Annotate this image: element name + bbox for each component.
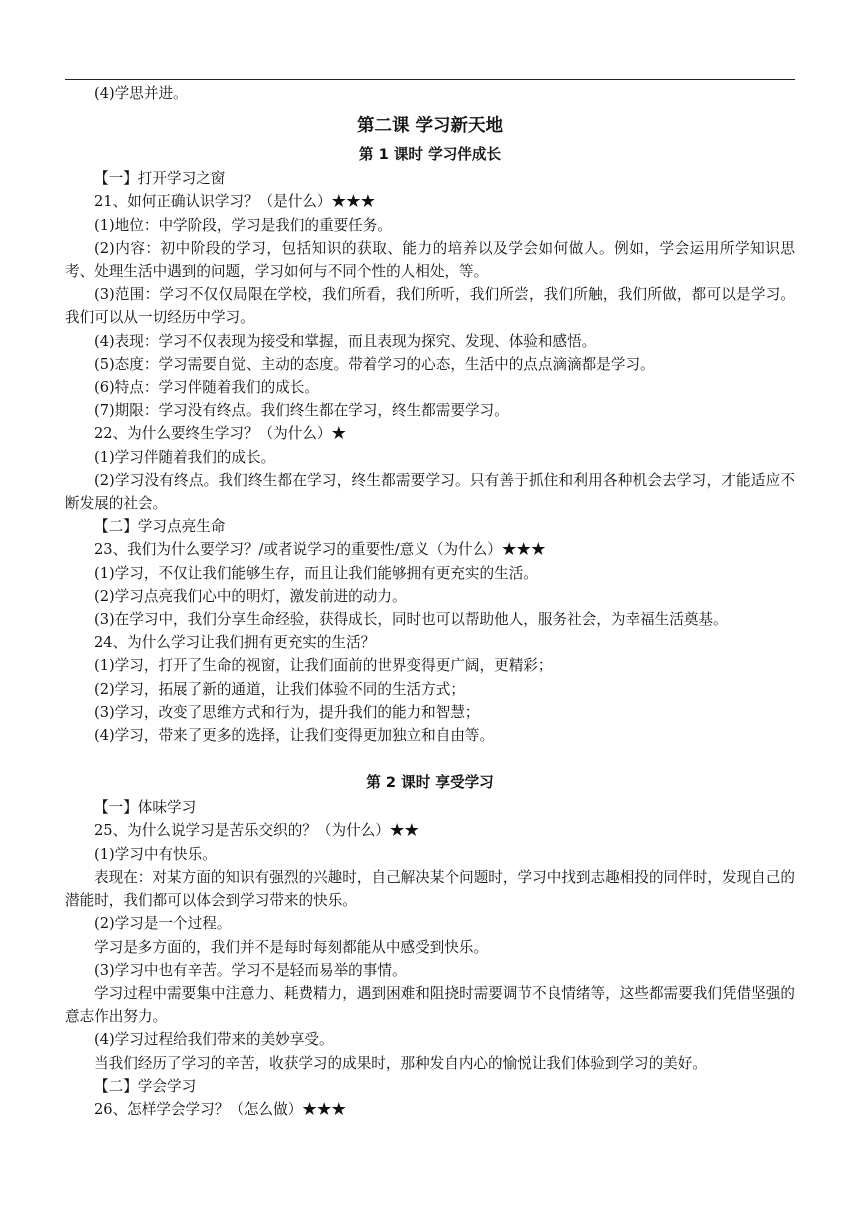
spacer bbox=[65, 747, 795, 773]
answer-paragraph: 学习是多方面的，我们并不是每时每刻都能从中感受到快乐。 bbox=[94, 938, 489, 956]
answer-item: (4)学习，带来了更多的选择，让我们变得更加独立和自由等。 bbox=[94, 727, 495, 745]
answer-item: (3)学习中也有辛苦。学习不是轻而易举的事情。 bbox=[94, 961, 407, 979]
question-22: 22、为什么要终生学习？（为什么）★ bbox=[94, 425, 347, 443]
answer-paragraph: 表现在：对某方面的知识有强烈的兴趣时，自己解决某个问题时，学习中找到志趣相投的同伴时，发现自己的潜能时，我们都可以体会到学习带来的快乐。 bbox=[65, 868, 795, 910]
question-25: 25、为什么说学习是苦乐交织的？（为什么）★★ bbox=[94, 822, 420, 840]
section-heading: 【一】打开学习之窗 bbox=[94, 170, 226, 188]
answer-item: (1)地位：中学阶段，学习是我们的重要任务。 bbox=[94, 216, 392, 234]
answer-item: (1)学习，不仅让我们能够生存，而且让我们能够拥有更充实的生活。 bbox=[94, 564, 538, 582]
answer-item: (3)在学习中，我们分享生命经验，获得成长，同时也可以帮助他人，服务社会，为幸福生活奠基。 bbox=[94, 611, 728, 629]
answer-item: (4)学习过程给我们带来的美妙享受。 bbox=[94, 1031, 334, 1049]
answer-paragraph: 学习过程中需要集中注意力、耗费精力，遇到困难和阻挠时需要调节不良情绪等，这些都需要我们凭借坚强的意志作出努力。 bbox=[65, 984, 795, 1026]
answer-item: (1)学习中有快乐。 bbox=[94, 845, 217, 863]
answer-item: (2)学习，拓展了新的通道，让我们体验不同的生活方式； bbox=[94, 680, 465, 698]
lesson-title: 第二课 学习新天地 bbox=[356, 116, 504, 137]
header-rule bbox=[65, 79, 795, 80]
answer-item: (2)内容：初中阶段的学习，包括知识的获取、能力的培养以及学会如何做人。例如，学会运用所学知识思考、处理生活中遇到的问题，学习如何与不同个性的人相处，等。 bbox=[65, 239, 795, 281]
answer-item: (2)学习点亮我们心中的明灯，激发前进的动力。 bbox=[94, 587, 407, 605]
answer-item: (3)学习，改变了思维方式和行为，提升我们的能力和智慧； bbox=[94, 703, 480, 721]
section-heading: 【二】学会学习 bbox=[94, 1077, 197, 1095]
section-heading: 【二】学习点亮生命 bbox=[94, 518, 226, 536]
section-heading: 【一】体味学习 bbox=[94, 799, 197, 817]
question-24: 24、为什么学习让我们拥有更充实的生活？ bbox=[94, 634, 376, 652]
question-23: 23、我们为什么要学习？/或者说学习的重要性/意义（为什么）★★★ bbox=[94, 541, 546, 559]
question-21: 21、如何正确认识学习？（是什么）★★★ bbox=[94, 193, 376, 211]
answer-item: (3)范围：学习不仅仅局限在学校，我们所看，我们所听，我们所尝，我们所触，我们所做，都可以是学习。我们可以从一切经历中学习。 bbox=[65, 286, 795, 327]
answer-item: (2)学习是一个过程。 bbox=[94, 915, 232, 933]
top-line: (4)学思并进。 bbox=[94, 85, 188, 102]
period2-title: 第 2 课时 享受学习 bbox=[366, 774, 494, 792]
answer-item: (1)学习，打开了生命的视窗，让我们面前的世界变得更广阔，更精彩； bbox=[94, 657, 553, 675]
document-page bbox=[65, 82, 795, 1121]
answer-item: (4)表现：学习不仅表现为接受和掌握，而且表现为探究、发现、体验和感悟。 bbox=[94, 332, 597, 350]
answer-item: (5)态度：学习需要自觉、主动的态度。带着学习的心态，生活中的点点滴滴都是学习。 bbox=[94, 355, 655, 373]
answer-item: (7)期限：学习没有终点。我们终生都在学习，终生都需要学习。 bbox=[94, 402, 509, 420]
answer-item: (1)学习伴随着我们的成长。 bbox=[94, 448, 276, 466]
question-26: 26、怎样学会学习？（怎么做）★★★ bbox=[94, 1100, 347, 1118]
answer-item: (6)特点：学习伴随着我们的成长。 bbox=[94, 379, 319, 397]
answer-paragraph: 当我们经历了学习的辛苦，收获学习的成果时，那种发自内心的愉悦让我们体验到学习的美好。 bbox=[94, 1054, 707, 1072]
answer-item: (2)学习没有终点。我们终生都在学习，终生都需要学习。只有善于抓住和利用各种机会去学习，才能适应不断发展的社会。 bbox=[65, 471, 795, 513]
period1-title: 第 1 课时 学习伴成长 bbox=[358, 146, 502, 164]
